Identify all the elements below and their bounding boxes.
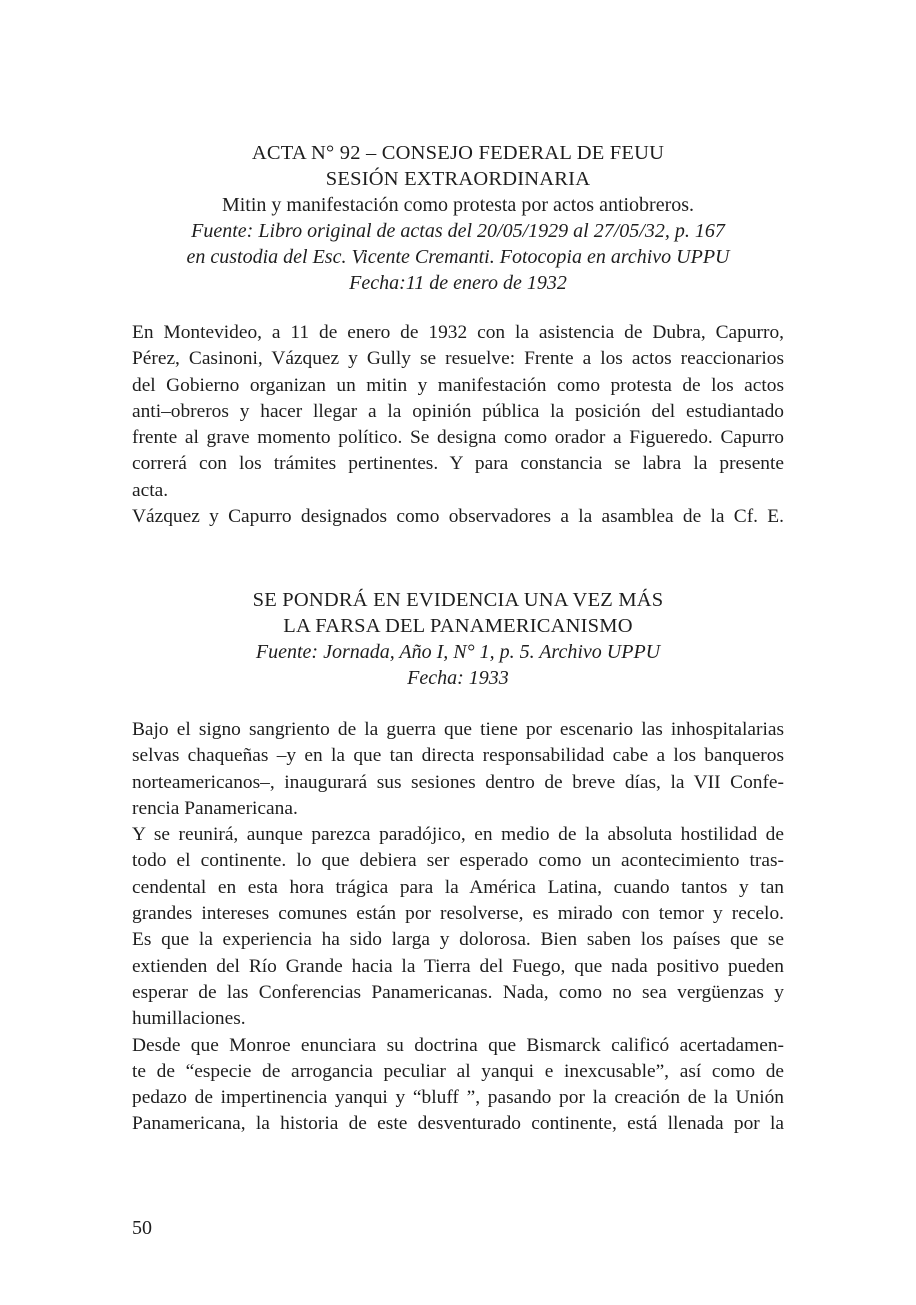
text-line: norteamericanos–, inaugurará sus sesiones dentro de breve días, la VII Confe- [132, 771, 784, 793]
text-line: Desde que Monroe enunciara su doctrina que Bismarck calificó acertadamen- [132, 1034, 784, 1056]
text-line: anti–obreros y hacer llegar a la opinión pública la posición del estudiantado [132, 400, 784, 422]
text-line: del Gobierno organizan un mitin y manifestación como protesta de los actos [132, 374, 784, 396]
article-body [132, 717, 784, 1138]
text-line: humillaciones. [132, 1008, 246, 1030]
acta-session-type: SESIÓN EXTRAORDINARIA [325, 168, 591, 190]
paragraph [132, 1033, 784, 1138]
paragraph [132, 504, 784, 530]
text-line: pedazo de impertinencia yanqui y “bluff ”, pasando por la creación de la Unión [132, 1087, 784, 1109]
acta-source-line-1: Fuente: Libro original de actas del 20/05/1929 al 27/05/32, p. 167 [191, 220, 725, 242]
text-line: Bajo el signo sangriento de la guerra que tiene por escenario las inhospitalarias [132, 719, 784, 740]
text-line: selvas chaqueñas –y en la que tan directa responsabilidad cabe a los banqueros [132, 745, 784, 767]
paragraph [132, 320, 784, 504]
text-line: todo el continente. lo que debiera ser esperado como un acontecimiento tras- [132, 850, 784, 872]
paragraph [132, 717, 784, 822]
page-number: 50 [132, 1217, 152, 1239]
text-line: Y se reunirá, aunque parezca paradójico, en medio de la absoluta hostilidad de [132, 824, 784, 846]
text-line: acta. [132, 479, 169, 501]
acta-source-line-2: en custodia del Esc. Vicente Cremanti. Fotocopia en archivo UPPU [186, 246, 730, 268]
text-line: Panamericana, la historia de este desventurado continente, está llenada por la [132, 1113, 784, 1135]
acta-body [132, 320, 784, 530]
acta-date: Fecha:11 de enero de 1932 [349, 272, 567, 294]
article-title-line-1: SE PONDRÁ EN EVIDENCIA UNA VEZ MÁS [252, 589, 664, 611]
acta-title: ACTA N° 92 – CONSEJO FEDERAL DE FEUU [251, 142, 665, 164]
text-line: En Montevideo, a 11 de enero de 1932 con la asistencia de Dubra, Capurro, [132, 322, 784, 343]
article-date: Fecha: 1933 [407, 667, 509, 689]
article-title-line-2: LA FARSA DEL PANAMERICANISMO [283, 615, 633, 637]
text-line: Vázquez y Capurro designados como observadores a la asamblea de la Cf. E. [132, 506, 784, 528]
text-line: rencia Panamericana. [132, 797, 298, 819]
article-header [132, 587, 784, 691]
text-line: te de “especie de arrogancia peculiar al yanqui e inexcusable”, así como de [132, 1060, 784, 1082]
text-line: cendental en esta hora trágica para la América Latina, cuando tantos y tan [132, 876, 784, 898]
acta-header [132, 140, 784, 296]
text-line: grandes intereses comunes están por resolverse, es mirado con temor y recelo. [132, 903, 784, 925]
text-line: frente al grave momento político. Se designa como orador a Figueredo. Capurro [132, 427, 784, 449]
paragraph [132, 822, 784, 1032]
text-line: esperar de las Conferencias Panamericanas. Nada, como no sea vergüenzas y [132, 981, 784, 1003]
text-line: Es que la experiencia ha sido larga y dolorosa. Bien saben los países que se [132, 929, 784, 951]
text-line: extienden del Río Grande hacia la Tierra del Fuego, que nada positivo pueden [132, 955, 784, 977]
acta-subtitle: Mitin y manifestación como protesta por actos antiobreros. [221, 194, 695, 216]
text-line: Pérez, Casinoni, Vázquez y Gully se resuelve: Frente a los actos reaccionarios [132, 348, 784, 370]
article-source: Fuente: Jornada, Año I, N° 1, p. 5. Archivo UPPU [255, 641, 661, 663]
text-line: correrá con los trámites pertinentes. Y para constancia se labra la presente [132, 453, 784, 475]
